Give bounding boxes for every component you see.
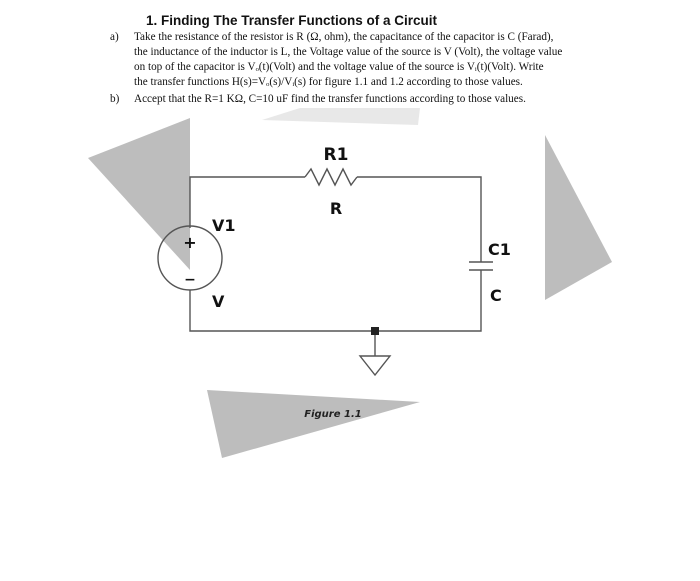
section-heading: 1. Finding The Transfer Functions of a Circuit — [146, 13, 438, 28]
resistor-r1 — [305, 169, 357, 185]
watermark — [88, 108, 612, 458]
wire-bottom — [190, 270, 481, 331]
item-text — [134, 92, 586, 107]
item-marker: b) — [110, 93, 120, 105]
source-minus-sign: − — [184, 272, 196, 288]
item-line: the transfer functions H(s)=Vₒ(s)/Vᵢ(s) for figure 1.1 and 1.2 according to those values. — [134, 76, 523, 88]
wire-top-left — [190, 177, 305, 228]
item-marker: a) — [110, 31, 119, 43]
figure-caption: Figure 1.1 — [304, 409, 362, 420]
resistor-value-label: R — [329, 199, 343, 218]
item-line: Take the resistance of the resistor is R (Ω, ohm), the capacitance of the capacitor is C (Farad), — [134, 31, 554, 43]
resistor-name-label: R1 — [323, 145, 349, 165]
circuit-wires — [158, 169, 493, 375]
junction-node — [371, 327, 379, 335]
source-plus-sign: + — [183, 233, 197, 252]
ground-symbol — [360, 356, 390, 375]
item-line: the inductance of the inductor is L, the Voltage value of the source is V (Volt), the voltage value — [134, 46, 563, 58]
capacitor-name-label: C1 — [488, 240, 511, 259]
source-name-label: V1 — [212, 216, 236, 235]
wire-top-right — [357, 177, 481, 262]
capacitor-value-label: C — [490, 286, 502, 305]
item-text — [134, 30, 586, 90]
watermark-bottom-triangle — [207, 390, 420, 458]
item-line: on top of the capacitor is Vₒ(t)(Volt) and the voltage value of the source is Vᵢ(t)(Volt). Write — [134, 61, 544, 73]
watermark-left-triangle — [88, 118, 190, 270]
watermark-right-triangle — [545, 135, 612, 300]
item-line: Accept that the R=1 KΩ, C=10 uF find the transfer functions according to those values. — [134, 93, 526, 105]
source-value-label: V — [212, 292, 225, 311]
watermark-top-shape — [262, 108, 420, 125]
